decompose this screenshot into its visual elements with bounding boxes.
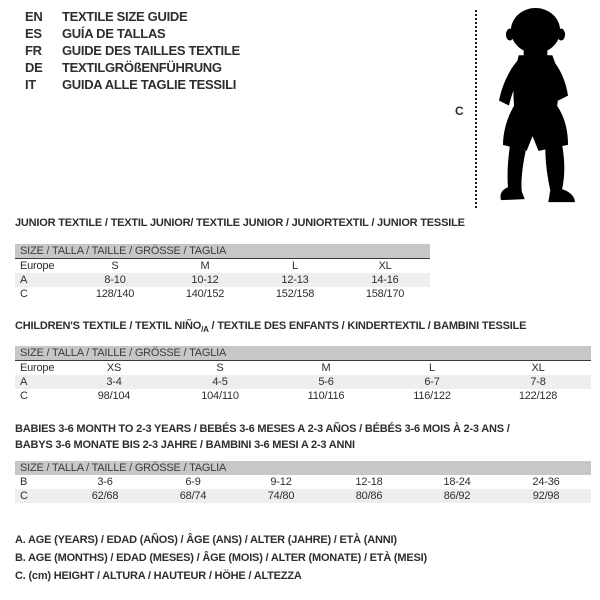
header-cell: S: [216, 362, 224, 374]
table-cell: 7-8: [485, 375, 591, 389]
table-cell: 3-6: [97, 476, 113, 488]
table-cell: 128/140: [95, 288, 135, 300]
header-cell: L: [429, 362, 435, 374]
table-cell: 14-16: [340, 273, 430, 287]
header-cell: S: [111, 260, 119, 272]
table-row-height: [15, 489, 591, 503]
language-label: GUIDA ALLE TAGLIE TESSILI: [62, 77, 237, 92]
junior-size-table: [15, 244, 430, 301]
language-code: EN: [25, 9, 43, 24]
table-cell: 24-36: [532, 476, 560, 488]
children-size-table: [15, 346, 591, 403]
table-header-row: [15, 259, 430, 273]
row-label: C: [15, 489, 61, 503]
section-title-babies: [15, 421, 510, 453]
section-title-line1: BABIES 3-6 MONTH TO 2-3 YEARS / BEBÉS 3-6 MESES A 2-3 AÑOS / BÉBÉS 3-6 MOIS À 2-3 ANS /: [15, 423, 510, 435]
table-cell: 5-6: [273, 375, 379, 389]
junior-table: [15, 259, 430, 301]
table-cell: 116/122: [413, 390, 451, 402]
children-table: [15, 361, 591, 403]
header-cell: XS: [106, 362, 122, 374]
table-cell: 18-24: [443, 476, 471, 488]
footnote-age-years: A. AGE (YEARS) / EDAD (AÑOS) / ÂGE (ANS) / ALTER (JAHRE) / ETÀ (ANNI): [15, 534, 397, 546]
row-label: A: [15, 375, 61, 389]
table-cell: 98/104: [97, 390, 131, 402]
row-label: C: [20, 288, 28, 300]
language-code: DE: [25, 60, 43, 75]
language-label: GUÍA DE TALLAS: [62, 26, 166, 41]
table-cell: 12-18: [355, 476, 383, 488]
table-cell: 10-12: [160, 273, 250, 287]
row-label: C: [20, 390, 28, 402]
row-label: B: [20, 476, 28, 488]
language-legend: [25, 8, 240, 93]
size-header-bar: SIZE / TALLA / TAILLE / GRÖSSE / TAGLIA: [15, 244, 430, 259]
table-cell: 80/86: [325, 489, 413, 503]
table-cell: 62/68: [61, 489, 149, 503]
height-measure-label: C: [455, 104, 464, 118]
language-row-fr: [25, 42, 240, 59]
language-code: FR: [25, 43, 42, 58]
footnote-legend: [15, 531, 427, 585]
footnote-height: C. (cm) HEIGHT / ALTURA / HAUTEUR / HÖHE / ALTEZZA: [15, 570, 302, 582]
language-label: TEXTILGRÖßENFÜHRUNG: [62, 60, 222, 75]
table-cell: 152/158: [275, 288, 315, 300]
table-cell: 6-7: [379, 375, 485, 389]
language-label: TEXTILE SIZE GUIDE: [62, 9, 188, 24]
table-cell: 140/152: [185, 288, 225, 300]
table-cell: 86/92: [413, 489, 501, 503]
table-header-row: [15, 361, 591, 375]
table-cell: 92/98: [501, 489, 591, 503]
header-cell: XL: [531, 362, 545, 374]
table-cell: 3-4: [61, 375, 167, 389]
table-cell: 12-13: [250, 273, 340, 287]
section-title-subscript: /A: [201, 325, 209, 335]
header-cell: Europe: [20, 362, 55, 374]
table-row-age: [15, 375, 591, 389]
table-cell: 158/170: [365, 288, 405, 300]
header-cell: L: [292, 260, 298, 272]
table-cell: 8-10: [70, 273, 160, 287]
table-cell: 68/74: [149, 489, 237, 503]
table-row-months: [15, 475, 591, 489]
babies-size-table: [15, 461, 591, 503]
language-row-it: [25, 76, 240, 93]
table-row-height: [15, 287, 430, 301]
table-cell: 74/80: [237, 489, 325, 503]
language-row-de: [25, 59, 240, 76]
table-cell: 9-12: [270, 476, 292, 488]
section-title-junior: [15, 217, 465, 229]
table-cell: 110/116: [307, 390, 345, 402]
height-measure-dotted-line: [475, 10, 477, 208]
header-cell: M: [200, 260, 210, 272]
section-title-text: JUNIOR TEXTILE / TEXTIL JUNIOR/ TEXTILE JUNIOR / JUNIORTEXTIL / JUNIOR TESSILE: [15, 217, 465, 229]
section-title-text: / TEXTILE DES ENFANTS / KINDERTEXTIL / BAMBINI TESSILE: [208, 320, 527, 332]
babies-table: [15, 475, 591, 503]
header-cell: Europe: [20, 260, 55, 272]
table-cell: 104/110: [201, 390, 239, 402]
size-header-bar: SIZE / TALLA / TAILLE / GRÖSSE / TAGLIA: [15, 461, 591, 475]
language-row-en: [25, 8, 240, 25]
table-row-height: [15, 389, 591, 403]
section-title-line2: BABYS 3-6 MONATE BIS 2-3 JAHRE / BAMBINI 3-6 MESI A 2-3 ANNI: [15, 439, 355, 451]
language-code: IT: [25, 77, 36, 92]
baby-silhouette-image: [486, 6, 586, 208]
header-cell: XL: [378, 260, 392, 272]
language-row-es: [25, 25, 240, 42]
header-cell: M: [321, 362, 331, 374]
language-label: GUIDE DES TAILLES TEXTILE: [62, 43, 240, 58]
table-cell: 6-9: [185, 476, 201, 488]
footnote-age-months: B. AGE (MONTHS) / EDAD (MESES) / ÂGE (MOIS) / ALTER (MONATE) / ETÀ (MESI): [15, 552, 427, 564]
size-header-bar: SIZE / TALLA / TAILLE / GRÖSSE / TAGLIA: [15, 346, 591, 361]
table-cell: 4-5: [167, 375, 273, 389]
section-title-children: [15, 320, 526, 334]
section-title-text: CHILDREN'S TEXTILE / TEXTIL NIÑO: [15, 320, 202, 332]
table-cell: 122/128: [518, 390, 558, 402]
row-label: A: [15, 273, 70, 287]
table-row-age: [15, 273, 430, 287]
language-code: ES: [25, 26, 42, 41]
